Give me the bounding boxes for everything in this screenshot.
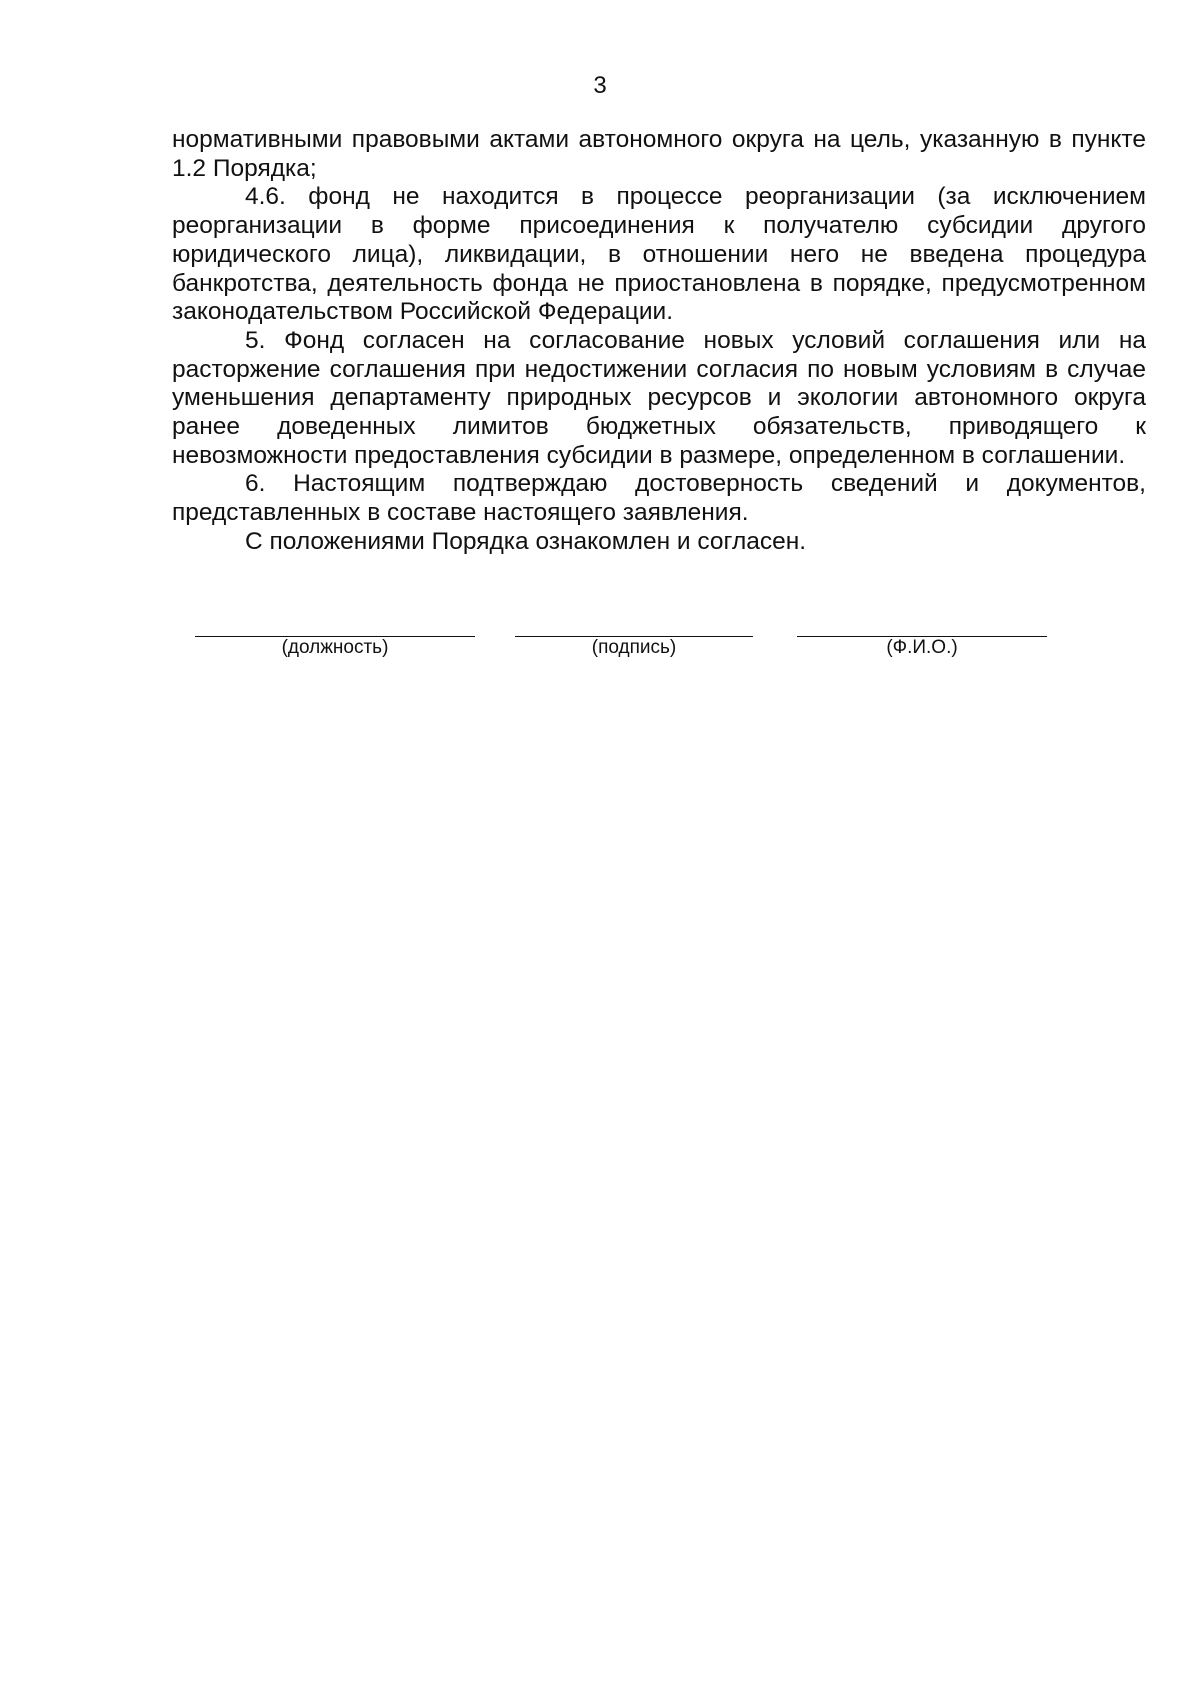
- paragraph-5: 5. Фонд согласен на согласование новых условий соглашения или на расторжение соглашения при недостижении согласия по новым условиям в случае уменьшения департаменту природных ресурсов и экологии автономного округа ранее доведенных лимитов бюджетных обязательств, приводящего к невозможности предоставления субсидии в размере, определенном в соглашении.: [172, 326, 1146, 469]
- signature-block: [0, 636, 1200, 696]
- signature-caption: (подпись): [591, 637, 677, 658]
- position-caption: (должность): [281, 637, 389, 658]
- paragraph-4-6: 4.6. фонд не находится в процессе реорганизации (за исключением реорганизации в форме присоединения к получателю субсидии другого юридического лица), ликвидации, в отношении него не введена процедура банкротства, деятельность фонда не приостановлена в порядке, предусмотренном законодательством Российской Федерации.: [172, 183, 1146, 326]
- document-body: [172, 126, 1146, 557]
- position-slot: [195, 636, 475, 659]
- paragraph-6: 6. Настоящим подтверждаю достоверность сведений и документов, представленных в составе настоящего заявления.: [172, 470, 1146, 527]
- paragraph-continuation: нормативными правовыми актами автономного округа на цель, указанную в пункте 1.2 Порядка;: [172, 126, 1146, 182]
- page-number: 3: [593, 72, 607, 99]
- signature-slot: [515, 636, 753, 659]
- paragraph-acknowledgement: С положениями Порядка ознакомлен и согласен.: [245, 527, 807, 555]
- fio-slot: [797, 636, 1047, 659]
- fio-caption: (Ф.И.О.): [886, 637, 958, 658]
